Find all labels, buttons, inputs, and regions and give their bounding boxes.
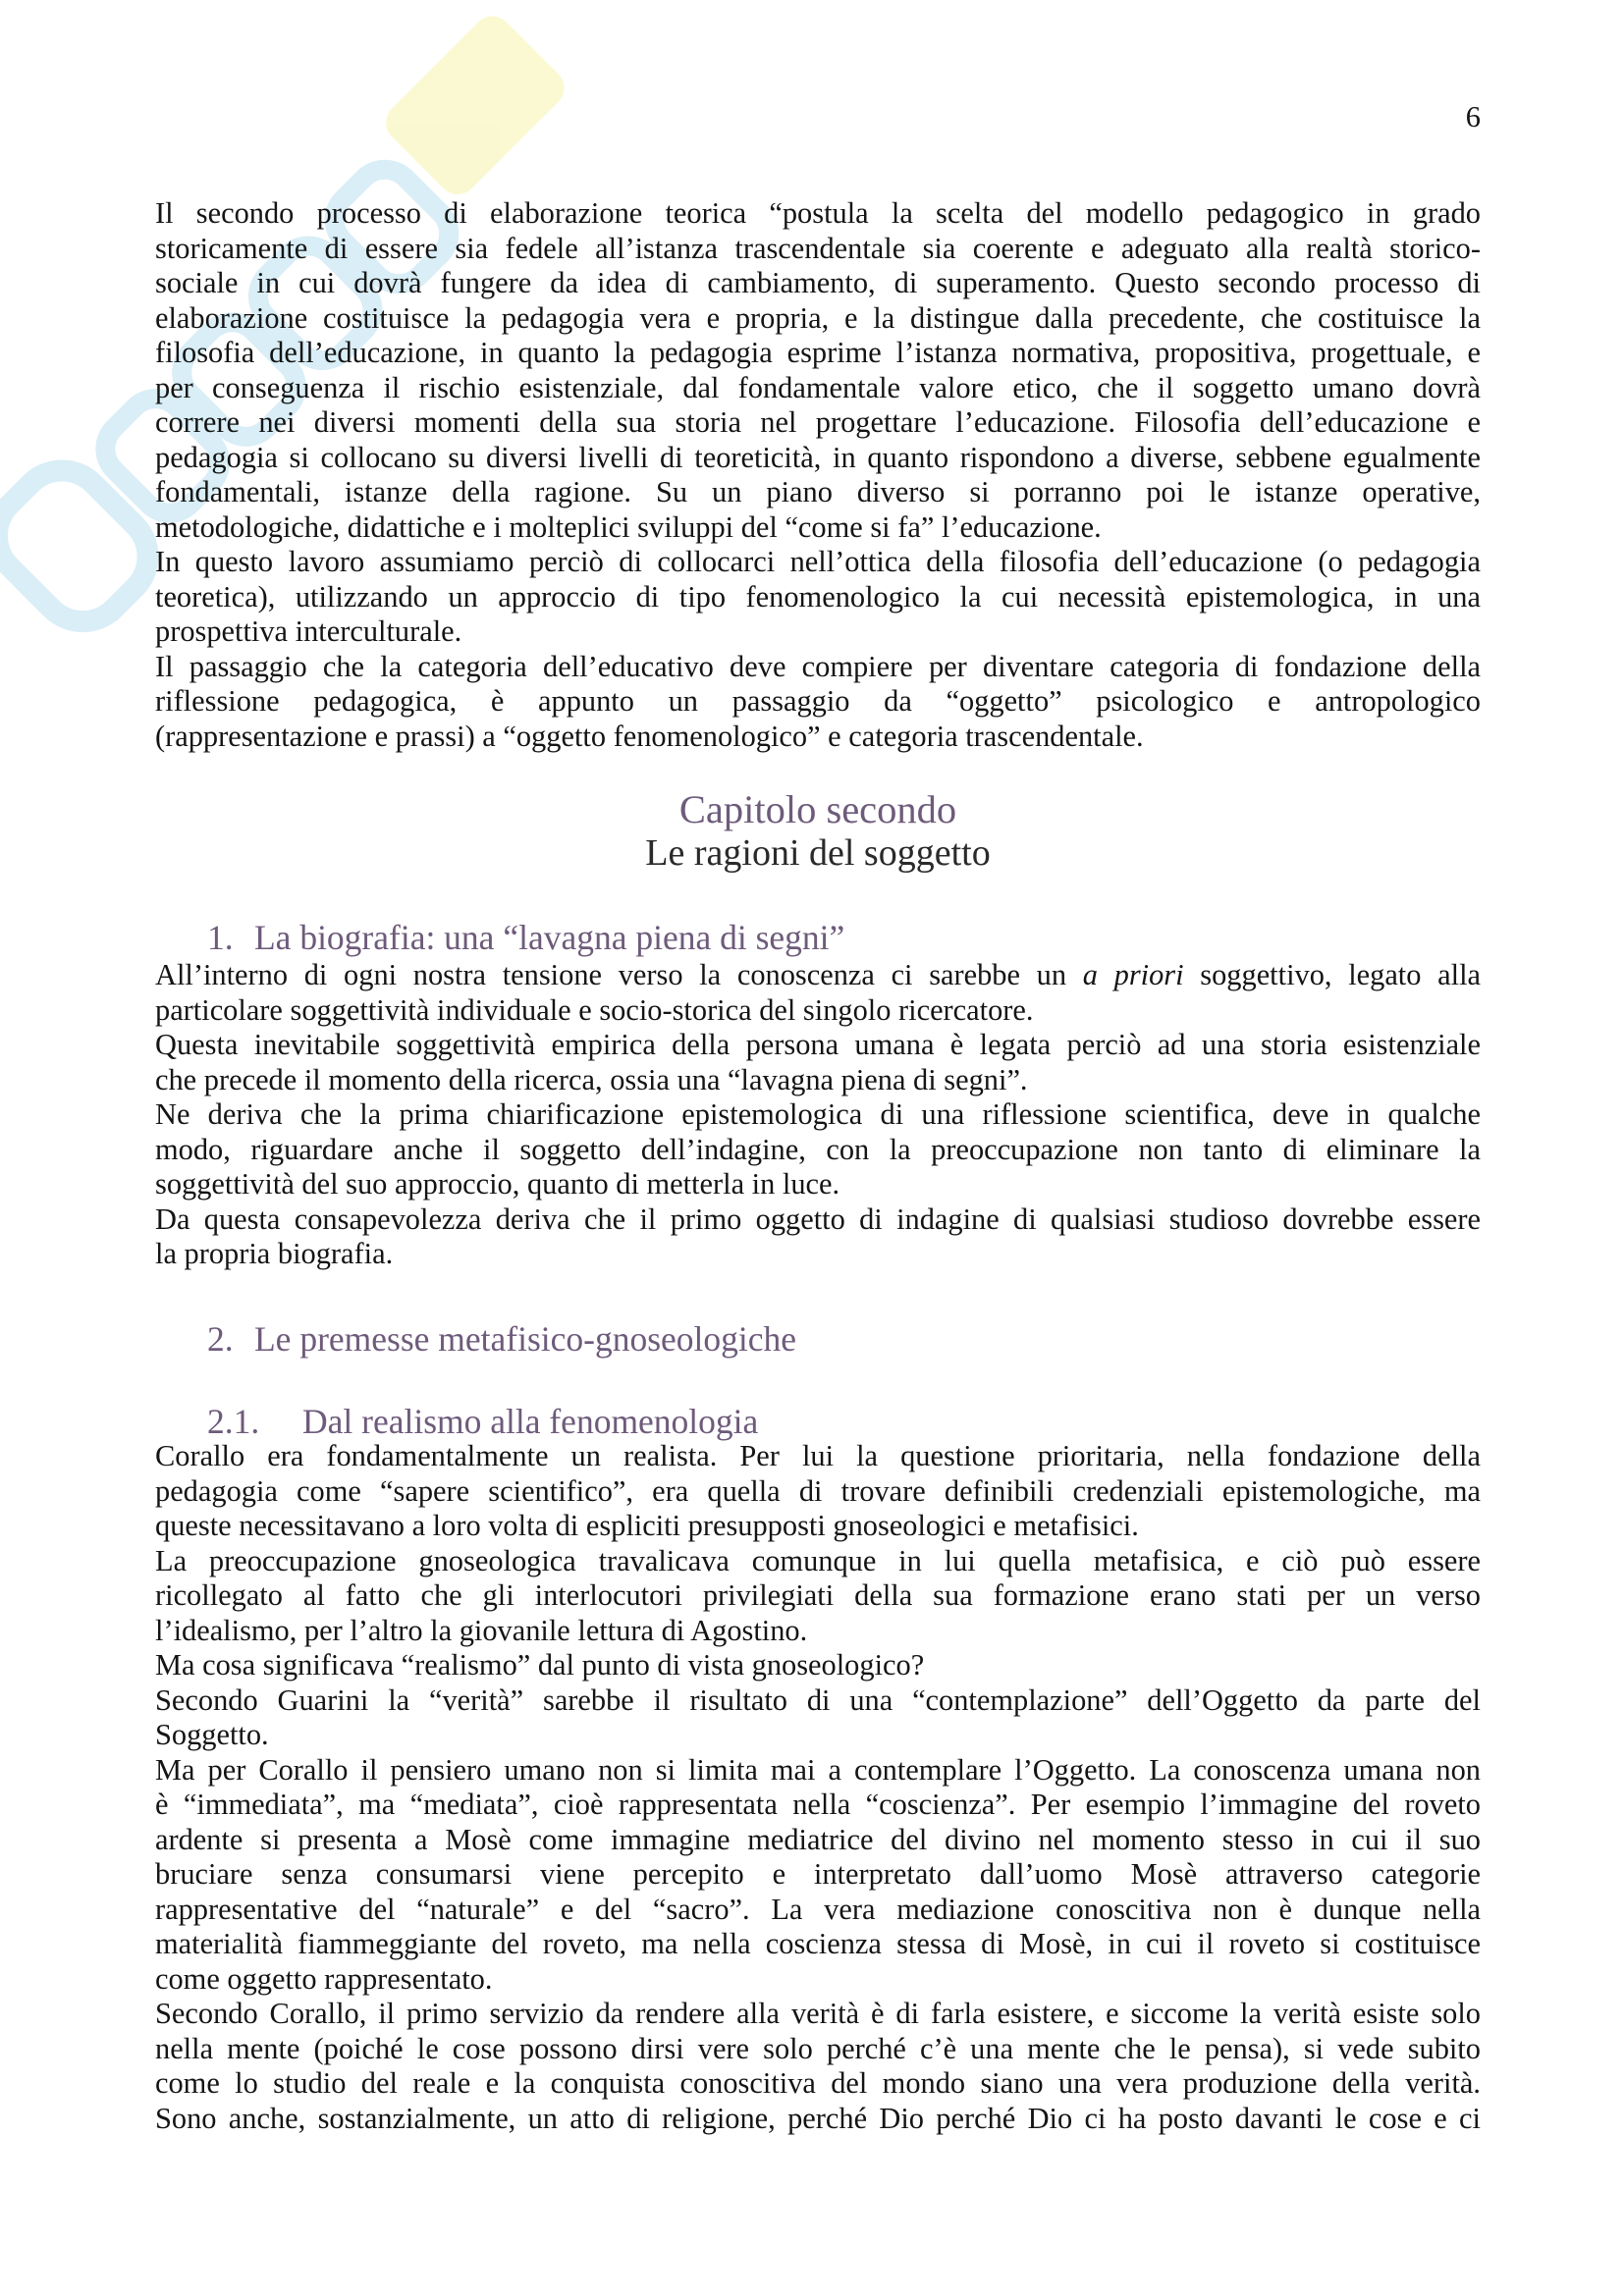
paragraph [155, 1439, 1481, 1544]
text-line: l’idealismo, per l’altro la giovanile lettura di Agostino. [155, 1613, 808, 1647]
subsection-number: 2.1. [207, 1402, 260, 1441]
text-line: Ma cosa significava “realismo” dal punto di vista gnoseologico? [155, 1648, 925, 1682]
paragraph [155, 1753, 1481, 1998]
text-line: rappresentative del “naturale” e del “sacro”. La vera mediazione conoscitiva non è dunque nella [155, 1892, 1481, 1926]
text-line: per conseguenza il rischio esistenziale, dal fondamentale valore etico, che il soggetto umano dovrà [155, 370, 1481, 404]
text-line: ardente si presenta a Mosè come immagine mediatrice del divino nel momento stesso in cui il suo [155, 1822, 1481, 1856]
text-line: Secondo Guarini la “verità” sarebbe il risultato di una “contemplazione” dell’Oggetto da parte del [155, 1682, 1481, 1717]
text-line: che precede il momento della ricerca, ossia una “lavagna piena di segni”. [155, 1062, 1028, 1096]
text-line: sociale in cui dovrà fungere da idea di cambiamento, di superamento. Questo secondo processo di [155, 266, 1481, 299]
text-line: modo, riguardare anche il soggetto dell’indagine, con la preoccupazione non tanto di eliminare la [155, 1132, 1481, 1166]
text-line: Sono anche, sostanzialmente, un atto di religione, perché Dio perché Dio ci ha posto davanti le cose e ci [155, 2101, 1481, 2135]
text-line: Ne deriva che la prima chiarificazione epistemologica di una riflessione scientifica, deve in qualche [155, 1097, 1481, 1131]
paragraph [155, 1683, 1481, 1753]
italic-text: a priori [1082, 958, 1184, 991]
text-line: Ma per Corallo il pensiero umano non si limita mai a contemplare l’Oggetto. La conoscenza umana non [155, 1752, 1481, 1787]
text-line: metodologiche, didattiche e i molteplici sviluppi del “come si fa” l’educazione. [155, 509, 1102, 544]
text-line: fondamentali, istanze della ragione. Su un piano diverso si porranno poi le istanze operative, [155, 475, 1481, 508]
text-segment: All’interno di ogni nostra tensione verso la conoscenza ci sarebbe un [155, 958, 1083, 991]
text-line: materialità fiammeggiante del roveto, ma nella coscienza stessa di Mosè, in cui il roveto si costituisce [155, 1927, 1481, 1960]
paragraph [155, 1202, 1481, 1272]
chapter-label: Capitolo secondo [678, 787, 957, 831]
paragraph [155, 196, 1481, 545]
paragraph [155, 958, 1481, 1028]
section-1-text [155, 958, 1481, 1272]
text-line: filosofia dell’educazione, in quanto la pedagogia esprime l’istanza normativa, propositiva, progettuale, e [155, 336, 1481, 369]
text-line: storicamente di essere sia fedele all’istanza trascendentale sia coerente e adeguato alla realtà storico- [155, 231, 1481, 265]
section-title: Le premesse metafisico-gnoseologiche [254, 1319, 797, 1359]
text-line: Soggetto. [155, 1718, 269, 1751]
text-line: La preoccupazione gnoseologica travalicava comunque in lui quella metafisica, e ciò può essere [155, 1543, 1481, 1577]
text-line: elaborazione costituisce la pedagogia vera e propria, e la distingue dalla precedente, che costituisce la [155, 300, 1481, 335]
intro-text [155, 196, 1481, 754]
text-line: la propria biografia. [155, 1237, 394, 1270]
paragraph [155, 545, 1481, 650]
paragraph [155, 1544, 1481, 1649]
section-heading [207, 1319, 796, 1359]
text-line: Questa inevitabile soggettività empirica della persona umana è legata perciò ad una storia esistenziale [155, 1028, 1481, 1061]
text-line: particolare soggettività individuale e socio-storica del singolo ricercatore. [155, 992, 1034, 1027]
paragraph [155, 1648, 1481, 1683]
text-segment: soggettivo, legato alla [1183, 958, 1481, 991]
text-line: come oggetto rappresentato. [155, 1961, 493, 1996]
text-line [155, 958, 1481, 993]
text-line: In questo lavoro assumiamo perciò di collocarci nell’ottica della filosofia dell’educazione (o pedagogia [155, 545, 1481, 578]
chapter-title: Le ragioni del soggetto [645, 832, 991, 874]
paragraph [155, 1097, 1481, 1202]
text-line: Secondo Corallo, il primo servizio da rendere alla verità è di farla esistere, e siccome la verità esiste solo [155, 1997, 1481, 2030]
text-line: teoretica), utilizzando un approccio di tipo fenomenologico la cui necessità epistemologica, in una [155, 579, 1481, 614]
text-line: queste necessitavano a loro volta di espliciti presupposti gnoseologici e metafisici. [155, 1509, 1139, 1542]
text-line: Corallo era fondamentalmente un realista. Per lui la questione prioritaria, nella fondazione della [155, 1439, 1481, 1472]
section-number: 1. [207, 918, 234, 957]
paragraph [155, 1028, 1481, 1097]
subsection-2-1-text [155, 1439, 1481, 2136]
paragraph [155, 650, 1481, 755]
text-line: Il secondo processo di elaborazione teorica “postula la scelta del modello pedagogico in grado [155, 196, 1481, 230]
text-line: (rappresentazione e prassi) a “oggetto fenomenologico” e categoria trascendentale. [155, 719, 1144, 753]
watermark-shape [0, 453, 166, 640]
text-line: riflessione pedagogica, è appunto un passaggio da “oggetto” psicologico e antropologico [155, 684, 1481, 718]
text-line: come lo studio del reale e la conquista conoscitiva del mondo siano una vera produzione della verità. [155, 2066, 1481, 2100]
subsection-heading [207, 1402, 758, 1441]
text-line: pedagogia si collocano su diversi livelli di teoreticità, in quanto rispondono a diverse, sebbene egualmente [155, 440, 1481, 474]
text-line: è “immediata”, ma “mediata”, cioè rappresentata nella “coscienza”. Per esempio l’immagine del roveto [155, 1788, 1481, 1821]
text-line: correre nei diversi momenti della sua storia nel progettare l’educazione. Filosofia dell’educazione e [155, 405, 1481, 439]
subsection-title: Dal realismo alla fenomenologia [302, 1402, 759, 1441]
page-number: 6 [1465, 100, 1481, 133]
text-line: pedagogia come “sapere scientifico”, era quella di trovare definibili credenziali epistemologiche, ma [155, 1473, 1481, 1508]
text-line: bruciare senza consumarsi viene percepito e interpretato dall’uomo Mosè attraverso categorie [155, 1857, 1481, 1891]
section-number: 2. [207, 1319, 234, 1359]
section-title: La biografia: una “lavagna piena di segni” [254, 918, 845, 957]
text-line: Il passaggio che la categoria dell’educativo deve compiere per diventare categoria di fondazione della [155, 649, 1481, 683]
text-line: Da questa consapevolezza deriva che il primo oggetto di indagine di qualsiasi studioso dovrebbe essere [155, 1201, 1481, 1236]
text-line: ricollegato al fatto che gli interlocutori privilegiati della sua formazione erano stati per un verso [155, 1578, 1481, 1612]
paragraph [155, 1997, 1481, 2136]
section-heading [207, 918, 844, 957]
text-line: nella mente (poiché le cose possono dirsi vere solo perché c’è una mente che le pensa), si vede subito [155, 2031, 1481, 2065]
text-line: soggettività del suo approccio, quanto di metterla in luce. [155, 1167, 840, 1201]
text-line: prospettiva interculturale. [155, 614, 462, 648]
